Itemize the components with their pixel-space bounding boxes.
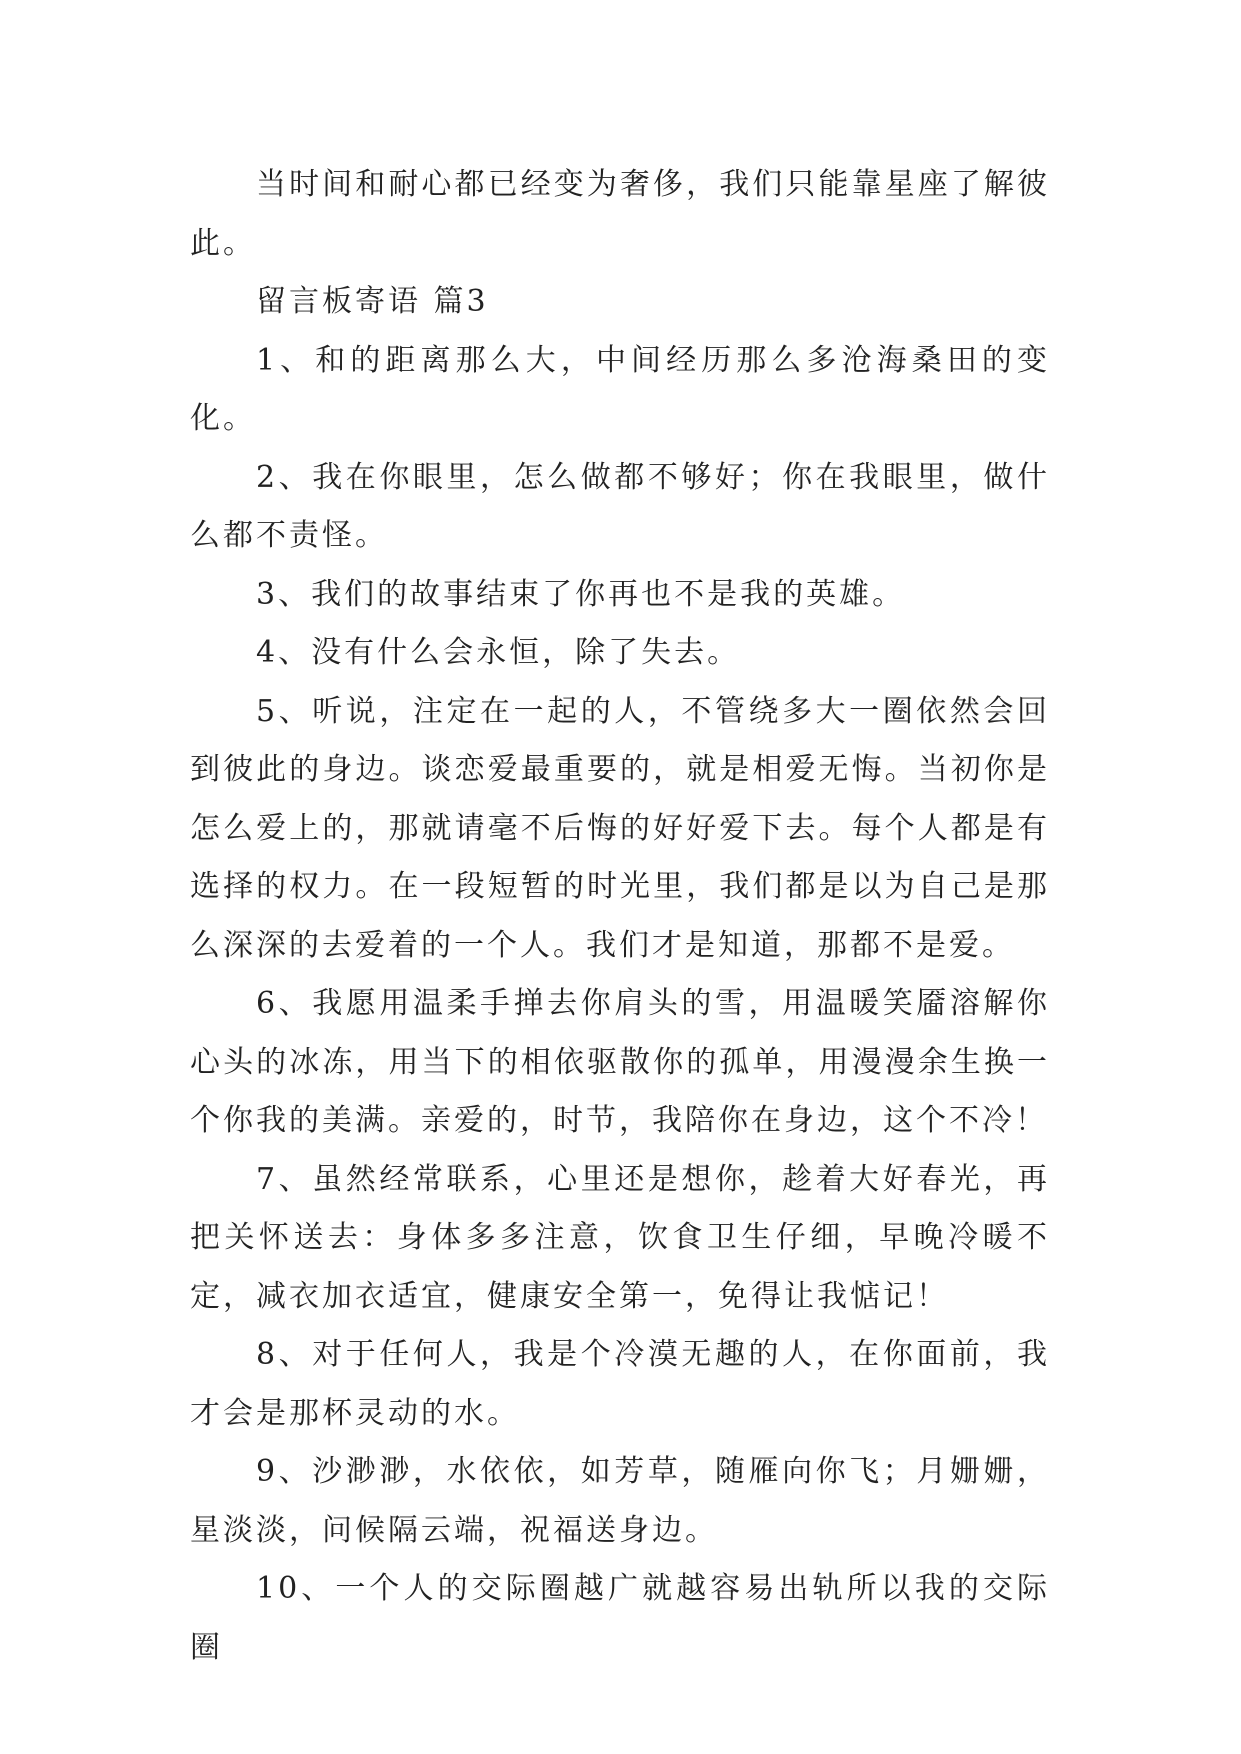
list-item: 2、我在你眼里，怎么做都不够好；你在我眼里，做什么都不责怪。 (190, 459, 1050, 553)
list-item: 10、一个人的交际圈越广就越容易出轨所以我的交际圈 (190, 1571, 1050, 1665)
list-item: 5、听说，注定在一起的人，不管绕多大一圈依然会回到彼此的身边。谈恋爱最重要的，就是相爱无悔。当初你是怎么爱上的，那就请毫不后悔的好好爱下去。每个人都是有选择的权力。在一段短暂的时光里，我们都是以为自己是那么深深的去爱着的一个人。我们才是知道，那都不是爱。 (190, 693, 1050, 963)
list-item: 6、我愿用温柔手掸去你肩头的雪，用温暖笑靥溶解你心头的冰冻，用当下的相依驱散你的孤单，用漫漫余生换一个你我的美满。亲爱的，时节，我陪你在身边，这个不冷！ (190, 986, 1050, 1138)
paragraph: 当时间和耐心都已经变为奢侈，我们只能靠星座了解彼此。 (190, 167, 1050, 261)
list-item: 1、和的距离那么大，中间经历那么多沧海桑田的变化。 (190, 342, 1050, 436)
list-item: 9、沙渺渺，水依依，如芳草，随雁向你飞；月姗姗，星淡淡，问候隔云端，祝福送身边。 (190, 1454, 1050, 1548)
document-body (190, 156, 1050, 1677)
list-item: 3、我们的故事结束了你再也不是我的英雄。 (256, 576, 906, 612)
list-item: 7、虽然经常联系，心里还是想你，趁着大好春光，再把关怀送去：身体多多注意，饮食卫生仔细，早晚冷暖不定，减衣加衣适宜，健康安全第一，免得让我惦记！ (190, 1161, 1050, 1314)
section-heading: 留言板寄语 篇3 (256, 284, 489, 319)
list-item: 4、没有什么会永恒，除了失去。 (256, 635, 741, 670)
list-item: 8、对于任何人，我是个冷漠无趣的人，在你面前，我才会是那杯灵动的水。 (190, 1337, 1050, 1431)
